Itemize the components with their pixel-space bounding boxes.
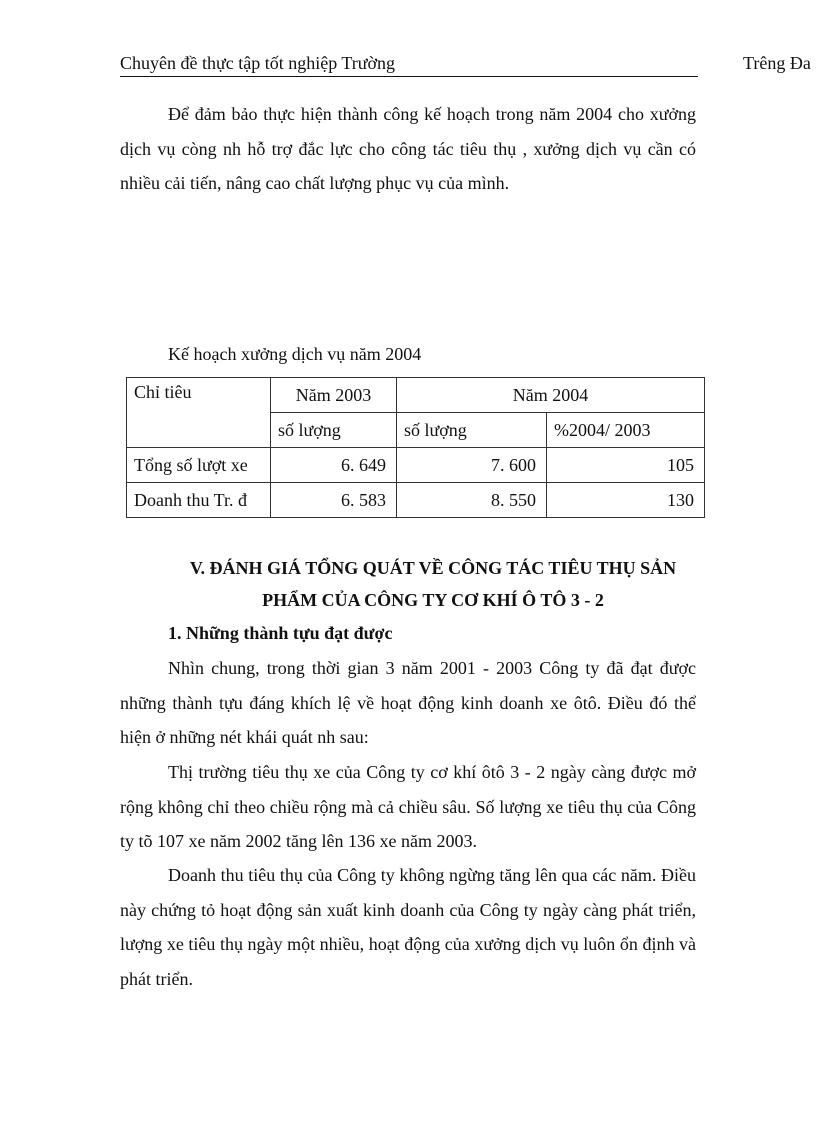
body-paragraph: Nhìn chung, trong thời gian 3 năm 2001 - 2003 Công ty đã đạt được những thành tựu đáng khích lệ về hoạt động kinh doanh xe ôtô. Điều đó thể hiện ở những nét khái quát nh sau: xyxy=(120,658,696,747)
row-label: Tổng số lượt xe xyxy=(127,448,271,483)
table-row xyxy=(127,448,705,483)
body-paragraph: Doanh thu tiêu thụ của Công ty không ngừng tăng lên qua các năm. Điều này chứng tỏ hoạt động sản xuất kinh doanh của Công ty ngày càng phát triển, lượng xe tiêu thụ ngày một nhiều, hoạt động của xưởng dịch vụ luôn ổn định và phát triển. xyxy=(120,865,696,989)
intro-paragraph: Để đảm bảo thực hiện thành công kế hoạch trong năm 2004 cho xưởng dịch vụ còng nh hỗ trợ đắc lực cho công tác tiêu thụ , xưởng dịch vụ cần có nhiều cải tiến, nâng cao chất lượng phục vụ của mình. xyxy=(120,104,696,193)
subheader-qty-2003: số lượng xyxy=(271,413,397,448)
row-value-2003: 6. 649 xyxy=(271,448,397,483)
body-paragraph: Thị trường tiêu thụ xe của Công ty cơ khí ôtô 3 - 2 ngày càng được mở rộng không chỉ theo chiều rộng mà cả chiều sâu. Số lượng xe tiêu thụ của Công ty tõ 107 xe năm 2002 tăng lên 136 xe năm 2003. xyxy=(120,762,696,851)
section-heading-line1: V. ĐÁNH GIÁ TỔNG QUÁT VỀ CÔNG TÁC TIÊU THỤ SẢN xyxy=(189,558,677,578)
table-header-row xyxy=(127,378,705,413)
subheader-pct: %2004/ 2003 xyxy=(547,413,705,448)
row-value-pct: 105 xyxy=(547,448,705,483)
table-row xyxy=(127,483,705,518)
subheader-qty-2004: số lượng xyxy=(397,413,547,448)
row-label: Doanh thu Tr. đ xyxy=(127,483,271,518)
service-plan-table xyxy=(126,377,705,518)
section-heading xyxy=(120,552,746,616)
page-header: Chuyên đề thực tập tốt nghiệp Trường xyxy=(120,52,698,77)
header-2004: Năm 2004 xyxy=(397,378,705,413)
row-value-2004: 8. 550 xyxy=(397,483,547,518)
section-heading-line2: PHẨM CỦA CÔNG TY CƠ KHÍ Ô TÔ 3 - 2 xyxy=(262,590,604,610)
page-header-right: Trêng Đa xyxy=(743,53,811,73)
header-indicator: Chỉ tiêu xyxy=(127,378,271,448)
row-value-2003: 6. 583 xyxy=(271,483,397,518)
table-caption: Kế hoạch xưởng dịch vụ năm 2004 xyxy=(168,344,422,364)
row-value-pct: 130 xyxy=(547,483,705,518)
header-2003: Năm 2003 xyxy=(271,378,397,413)
row-value-2004: 7. 600 xyxy=(397,448,547,483)
subsection-heading: 1. Những thành tựu đạt được xyxy=(168,623,393,643)
